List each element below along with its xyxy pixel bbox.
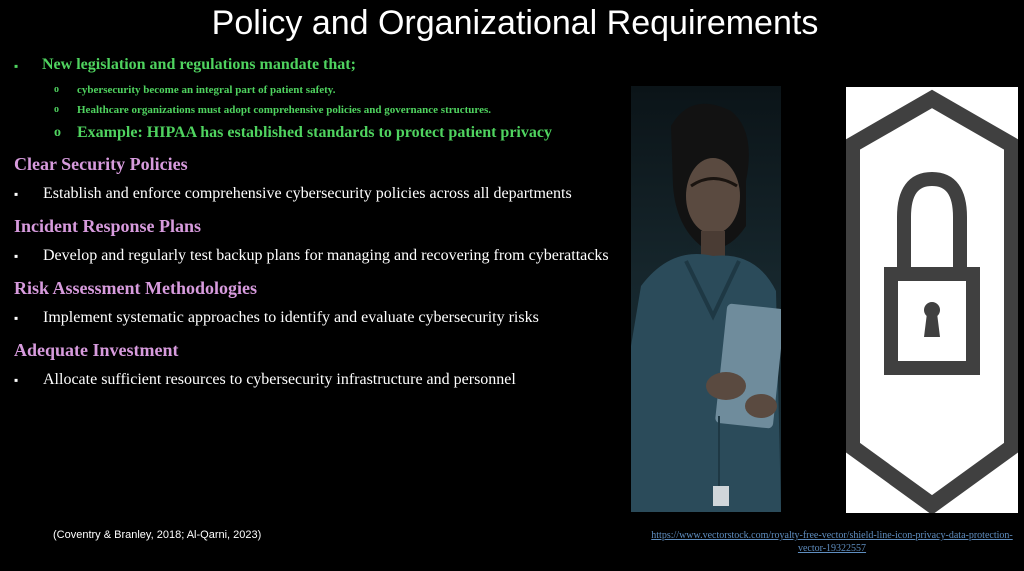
square-bullet-icon: ▪ (14, 249, 19, 263)
image-source-link[interactable]: https://www.vectorstock.com/royalty-free-vector/shield-line-icon-privacy-data-protection-vector-19322557 (651, 530, 1013, 554)
slide-content (14, 54, 614, 390)
square-bullet-icon: ▪ (14, 311, 19, 325)
healthcare-worker-photo (631, 86, 781, 512)
square-bullet-icon: ▪ (14, 373, 19, 387)
section-item-text: Develop and regularly test backup plans for managing and recovering from cyberattacks (43, 247, 609, 264)
intro-text: New legislation and regulations mandate that; (42, 56, 356, 73)
section-item-text: Allocate sufficient resources to cybersecurity infrastructure and personnel (43, 371, 516, 388)
section-heading: Clear Security Policies (14, 154, 188, 174)
section-item-text: Implement systematic approaches to identify and evaluate cybersecurity risks (43, 309, 539, 326)
section-heading: Risk Assessment Methodologies (14, 278, 258, 298)
section-item (14, 370, 614, 390)
circle-bullet-icon: o (54, 125, 61, 140)
section-item (14, 184, 614, 204)
sub-bullet (14, 102, 614, 118)
circle-bullet-icon: o (54, 84, 59, 95)
section-item (14, 246, 614, 266)
section-item-text: Establish and enforce comprehensive cybersecurity policies across all departments (43, 185, 572, 202)
photo-illustration (631, 86, 781, 512)
shield-lock-icon (846, 87, 1018, 513)
example-bullet (14, 122, 614, 144)
sub-bullet-text: cybersecurity become an integral part of patient safety. (77, 84, 336, 96)
section-heading: Incident Response Plans (14, 216, 202, 236)
sub-bullet-text: Healthcare organizations must adopt comprehensive policies and governance structures. (77, 104, 492, 116)
example-text: Example: HIPAA has established standards to protect patient privacy (77, 124, 552, 141)
intro-bullet (14, 54, 614, 76)
section-heading: Adequate Investment (14, 340, 179, 360)
square-bullet-icon: ▪ (14, 187, 19, 201)
slide-title: Policy and Organizational Requirements (211, 4, 819, 42)
shield-lock-graphic (846, 87, 1018, 513)
sub-bullet (14, 82, 614, 98)
section-item (14, 308, 614, 328)
citation: (Coventry & Branley, 2018; Al-Qarni, 2023) (53, 529, 262, 541)
square-bullet-icon: ▪ (14, 59, 19, 73)
circle-bullet-icon: o (54, 104, 59, 115)
